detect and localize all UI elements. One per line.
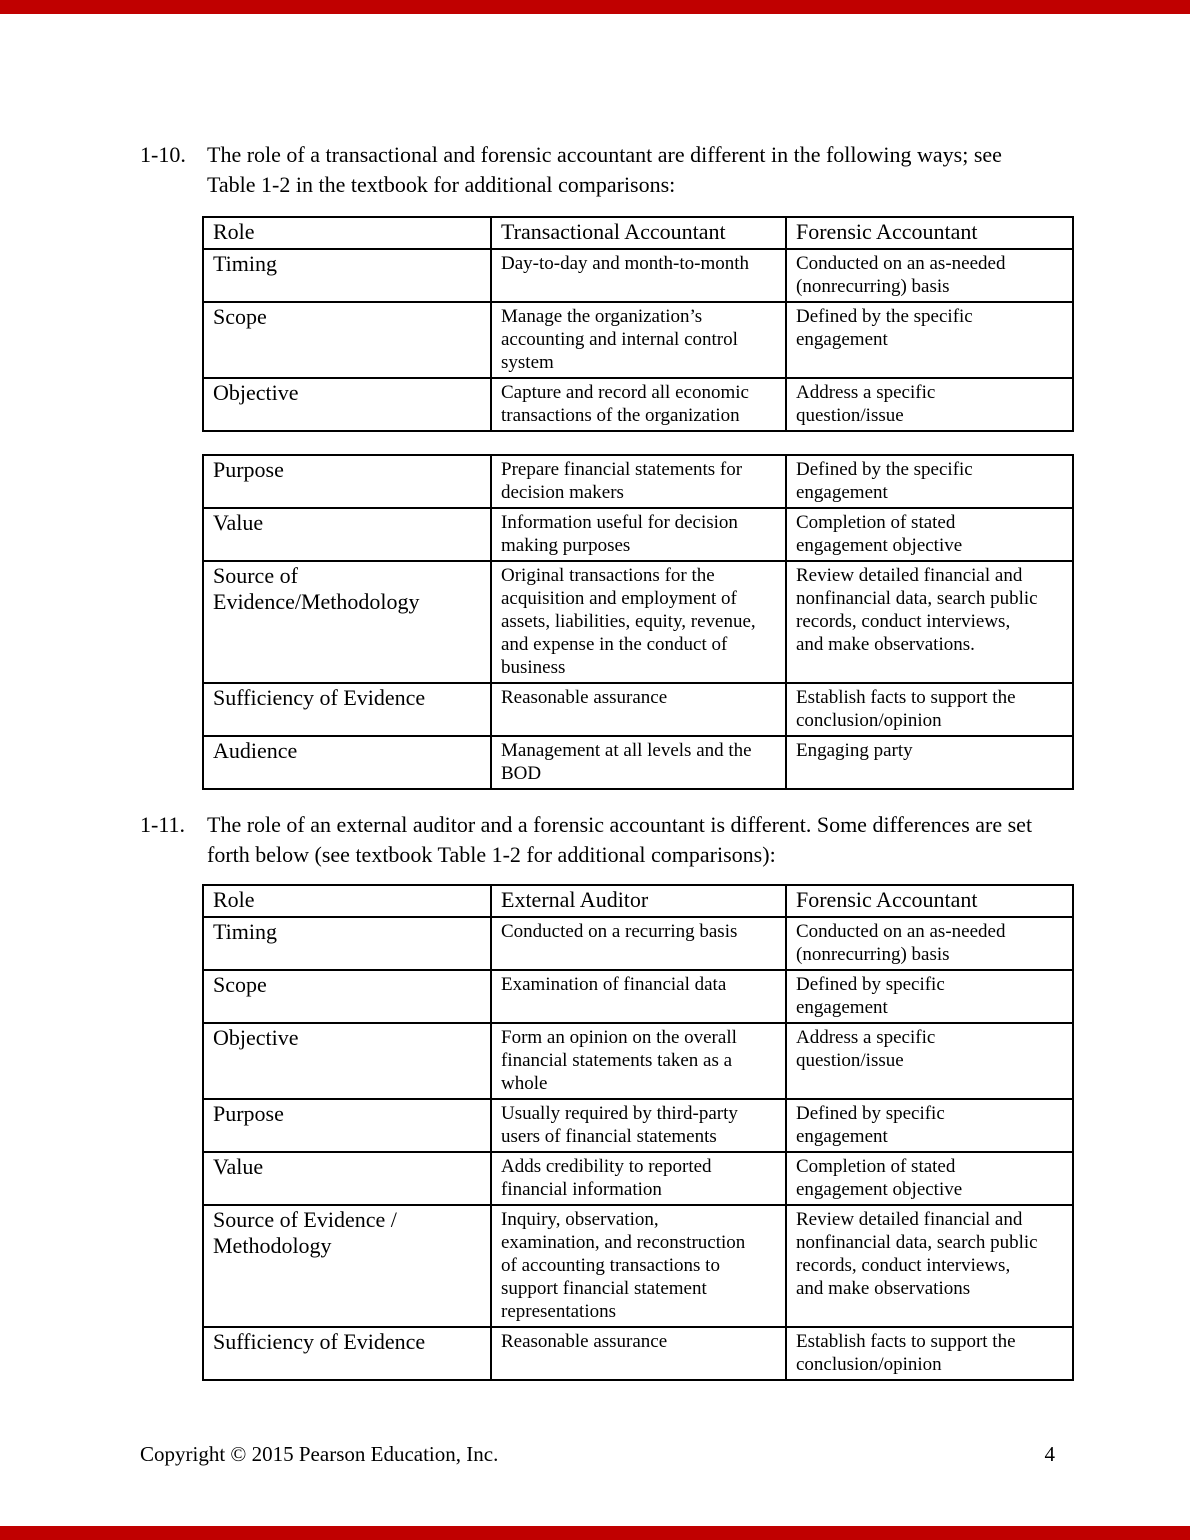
table-row-objective (203, 1023, 1073, 1099)
cell-transactional: Management at all levels and the BOD (491, 736, 786, 789)
bottom-edge-bar (0, 1526, 1190, 1540)
row-label: Source of Evidence / Methodology (203, 1205, 491, 1327)
cell-forensic: Establish facts to support the conclusion/opinion (786, 1327, 1073, 1380)
table-row-source-of-evidence (203, 1205, 1073, 1327)
cell-transactional: Day-to-day and month-to-month (491, 249, 786, 302)
table-row-scope (203, 302, 1073, 378)
table-row-purpose (203, 1099, 1073, 1152)
row-label: Audience (203, 736, 491, 789)
row-label: Objective (203, 378, 491, 431)
row-label: Purpose (203, 455, 491, 508)
table-header-row (203, 217, 1073, 249)
cell-forensic: Review detailed financial and nonfinancial data, search public records, conduct interviews, and make observations (786, 1205, 1073, 1327)
row-label: Source of Evidence/Methodology (203, 561, 491, 683)
question-1-10 (140, 140, 1040, 200)
row-label: Sufficiency of Evidence (203, 683, 491, 736)
cell-forensic: Review detailed financial and nonfinancial data, search public records, conduct interviews, and make observations. (786, 561, 1073, 683)
table-row-sufficiency-of-evidence (203, 683, 1073, 736)
cell-forensic: Establish facts to support the conclusion/opinion (786, 683, 1073, 736)
cell-forensic: Defined by the specific engagement (786, 302, 1073, 378)
question-number: 1-11. (140, 812, 186, 837)
header-forensic-accountant: Forensic Accountant (786, 217, 1073, 249)
table-row-scope (203, 970, 1073, 1023)
cell-forensic: Completion of stated engagement objective (786, 508, 1073, 561)
cell-auditor: Form an opinion on the overall financial statements taken as a whole (491, 1023, 786, 1099)
page-footer (140, 1441, 1055, 1467)
page-number: 4 (1044, 1442, 1055, 1466)
comparison-table-transactional-vs-forensic-continued (202, 454, 1074, 790)
cell-forensic: Address a specific question/issue (786, 1023, 1073, 1099)
row-label: Scope (203, 970, 491, 1023)
cell-auditor: Inquiry, observation, examination, and reconstruction of accounting transactions to support financial statement representations (491, 1205, 786, 1327)
table-row-objective (203, 378, 1073, 431)
cell-forensic: Defined by the specific engagement (786, 455, 1073, 508)
cell-forensic: Conducted on an as-needed (nonrecurring) basis (786, 249, 1073, 302)
header-role: Role (203, 885, 491, 917)
row-label: Value (203, 1152, 491, 1205)
row-label: Timing (203, 249, 491, 302)
row-label: Sufficiency of Evidence (203, 1327, 491, 1380)
header-transactional-accountant: Transactional Accountant (491, 217, 786, 249)
cell-transactional: Original transactions for the acquisition and employment of assets, liabilities, equity, revenue, and expense in the conduct of business (491, 561, 786, 683)
question-number: 1-10. (140, 142, 186, 167)
header-role: Role (203, 217, 491, 249)
row-label: Timing (203, 917, 491, 970)
question-1-11 (140, 810, 1040, 870)
cell-forensic: Address a specific question/issue (786, 378, 1073, 431)
cell-forensic: Completion of stated engagement objective (786, 1152, 1073, 1205)
table-row-value (203, 508, 1073, 561)
row-label: Objective (203, 1023, 491, 1099)
table-row-timing (203, 249, 1073, 302)
cell-auditor: Examination of financial data (491, 970, 786, 1023)
table-row-timing (203, 917, 1073, 970)
cell-transactional: Information useful for decision making purposes (491, 508, 786, 561)
cell-auditor: Conducted on a recurring basis (491, 917, 786, 970)
row-label: Purpose (203, 1099, 491, 1152)
row-label: Scope (203, 302, 491, 378)
cell-auditor: Reasonable assurance (491, 1327, 786, 1380)
cell-transactional: Manage the organization’s accounting and internal control system (491, 302, 786, 378)
table-row-purpose (203, 455, 1073, 508)
question-text: The role of an external auditor and a forensic accountant is different. Some differences are set forth below (see textbook Table 1-2 for additional comparisons): (207, 812, 1033, 867)
table-row-source-of-evidence (203, 561, 1073, 683)
cell-forensic: Defined by specific engagement (786, 970, 1073, 1023)
table-row-sufficiency-of-evidence (203, 1327, 1073, 1380)
row-label: Value (203, 508, 491, 561)
table-row-value (203, 1152, 1073, 1205)
comparison-table-auditor-vs-forensic (202, 884, 1074, 1381)
header-forensic-accountant: Forensic Accountant (786, 885, 1073, 917)
cell-auditor: Usually required by third-party users of financial statements (491, 1099, 786, 1152)
cell-transactional: Capture and record all economic transactions of the organization (491, 378, 786, 431)
cell-auditor: Adds credibility to reported financial information (491, 1152, 786, 1205)
question-text: The role of a transactional and forensic accountant are different in the following ways; see Table 1-2 in the textbook for additional comparisons: (207, 142, 1002, 197)
table-header-row (203, 885, 1073, 917)
cell-forensic: Conducted on an as-needed (nonrecurring) basis (786, 917, 1073, 970)
cell-transactional: Reasonable assurance (491, 683, 786, 736)
comparison-table-transactional-vs-forensic (202, 216, 1074, 432)
copyright-text: Copyright © 2015 Pearson Education, Inc. (140, 1442, 499, 1466)
header-external-auditor: External Auditor (491, 885, 786, 917)
cell-forensic: Defined by specific engagement (786, 1099, 1073, 1152)
cell-forensic: Engaging party (786, 736, 1073, 789)
table-row-audience (203, 736, 1073, 789)
cell-transactional: Prepare financial statements for decision makers (491, 455, 786, 508)
